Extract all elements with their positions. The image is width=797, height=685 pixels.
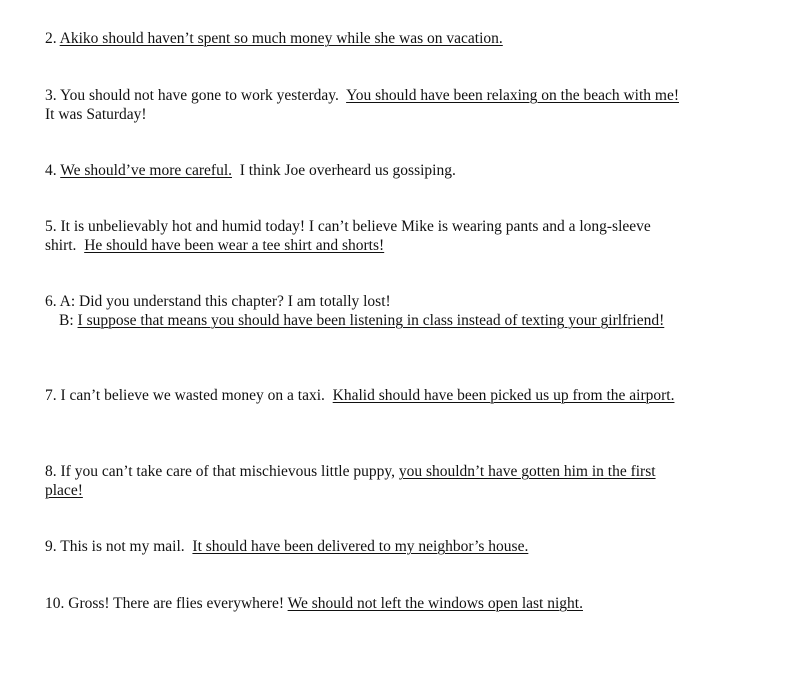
item-answer: Akiko should haven’t spent so much money while she was on vacation. <box>59 30 503 47</box>
item-answer: I suppose that means you should have been listening in class instead of texting your girlfriend! <box>77 312 665 329</box>
item-answer: It should have been delivered to my neighbor’s house. <box>192 538 529 555</box>
item-answer: Khalid should have been picked us up from the airport. <box>332 387 675 404</box>
exercise-item-2 <box>45 29 685 48</box>
speaker-label: B: <box>59 312 74 329</box>
item-tail: I think Joe overheard us gossiping. <box>239 162 456 179</box>
item-number: 5. <box>45 218 57 235</box>
exercise-item-8 <box>45 462 685 500</box>
item-number: 8. <box>45 463 57 480</box>
item-prompt: It is unbelievably hot and humid today! I can’t believe Mike is wearing pants and a long-sleeve shirt. <box>45 218 651 254</box>
item-prompt: Gross! There are flies everywhere! <box>68 595 284 612</box>
exercise-item-5 <box>45 217 685 255</box>
exercise-item-9 <box>45 537 685 556</box>
dialogue-line-b <box>45 311 685 330</box>
exercise-item-10 <box>45 594 685 613</box>
item-number: 3. <box>45 87 57 104</box>
item-answer: you shouldn’t have gotten him in the first place! <box>45 463 656 499</box>
item-answer: You should have been relaxing on the beach with me! <box>346 87 679 104</box>
item-prompt: I can’t believe we wasted money on a taxi. <box>60 387 325 404</box>
exercise-item-6 <box>45 292 685 330</box>
item-answer: We should not left the windows open last night. <box>287 595 583 612</box>
exercise-item-7 <box>45 386 685 405</box>
item-prompt: If you can’t take care of that mischievous little puppy, <box>60 463 395 480</box>
item-prompt: This is not my mail. <box>60 538 185 555</box>
item-number: 6. <box>45 293 57 310</box>
item-prompt: A: Did you understand this chapter? I am totally lost! <box>59 293 391 310</box>
item-prompt: You should not have gone to work yesterday. <box>59 87 339 104</box>
item-answer: We should’ve more careful. <box>60 162 232 179</box>
item-number: 9. <box>45 538 57 555</box>
item-number: 10. <box>45 595 65 612</box>
dialogue-line-a <box>45 292 685 311</box>
item-number: 7. <box>45 387 57 404</box>
exercise-item-4 <box>45 161 685 180</box>
exercise-item-3 <box>45 86 685 124</box>
item-number: 4. <box>45 162 57 179</box>
item-answer: He should have been wear a tee shirt and shorts! <box>84 237 385 254</box>
item-number: 2. <box>45 30 57 47</box>
item-tail: It was Saturday! <box>45 106 147 123</box>
